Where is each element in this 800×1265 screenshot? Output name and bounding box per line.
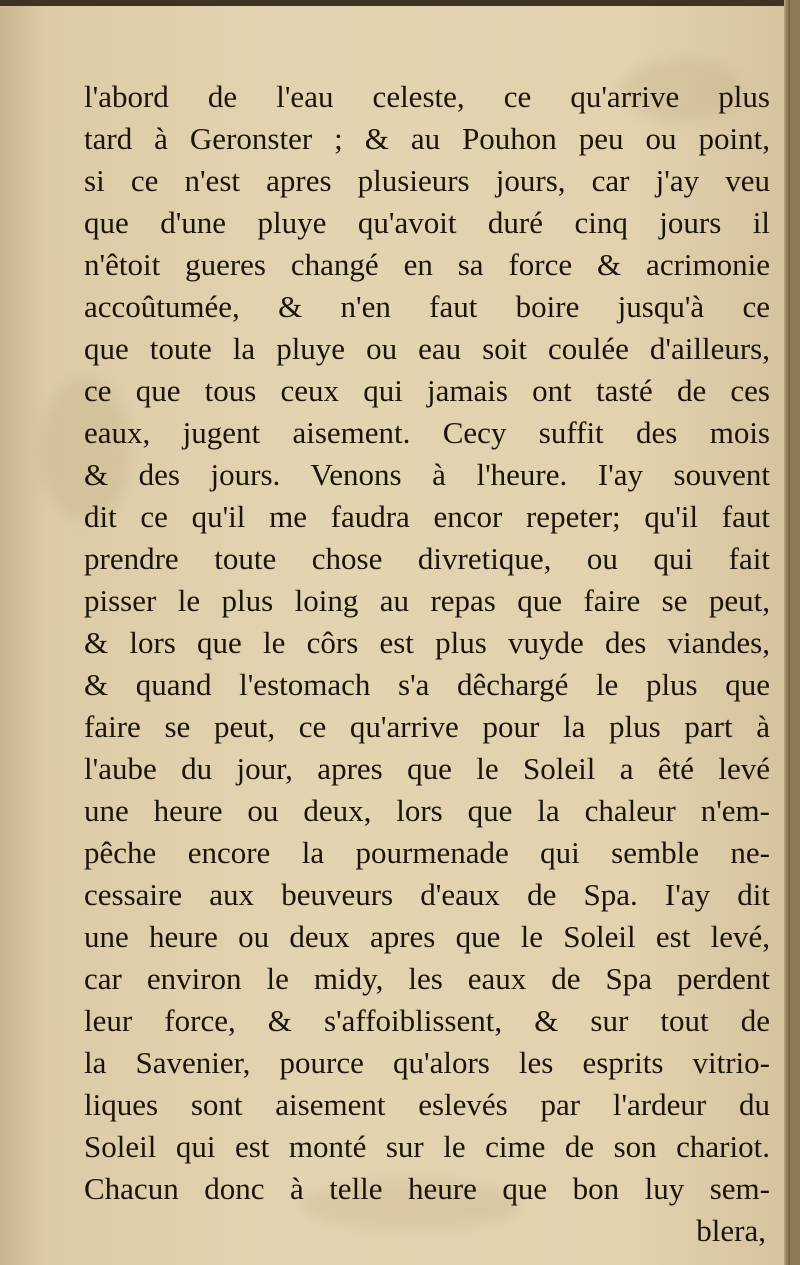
text-line: une heure ou deux, lors que la chaleur n'em-: [84, 793, 770, 828]
text-line: accoûtumée, & n'en faut boire jusqu'à ce: [84, 289, 770, 324]
text-line: une heure ou deux apres que le Soleil est levé,: [84, 919, 770, 954]
page-right-edge: [784, 0, 790, 1265]
text-line: liques sont aisement eslevés par l'ardeur du: [84, 1087, 770, 1122]
text-line: cessaire aux beuveurs d'eaux de Spa. I'ay dit: [84, 877, 770, 912]
text-line: Chacun donc à telle heure que bon luy sem-: [84, 1171, 770, 1206]
text-line: l'aube du jour, apres que le Soleil a êté levé: [84, 751, 770, 786]
text-line: Soleil qui est monté sur le cime de son chariot.: [84, 1129, 770, 1164]
page-top-edge: [0, 0, 790, 6]
text-line: car environ le midy, les eaux de Spa perdent: [84, 961, 770, 996]
text-line: prendre toute chose divretique, ou qui fait: [84, 541, 770, 576]
catchword: blera,: [696, 1213, 766, 1248]
text-line: leur force, & s'affoiblissent, & sur tout de: [84, 1003, 770, 1038]
text-line: ce que tous ceux qui jamais ont tasté de ces: [84, 373, 770, 408]
text-line: l'abord de l'eau celeste, ce qu'arrive plus: [84, 79, 770, 114]
text-line: que toute la pluye ou eau soit coulée d'ailleurs,: [84, 331, 770, 366]
text-line: faire se peut, ce qu'arrive pour la plus part à: [84, 709, 770, 744]
text-line: tard à Geronster ; & au Pouhon peu ou point,: [84, 121, 770, 156]
text-line: que d'une pluye qu'avoit duré cinq jours il: [84, 205, 770, 240]
text-line: & des jours. Venons à l'heure. I'ay souvent: [84, 457, 770, 492]
text-line: & lors que le côrs est plus vuyde des viandes,: [84, 625, 770, 660]
text-line: si ce n'est apres plusieurs jours, car j'ay veu: [84, 163, 770, 198]
page-text: [84, 76, 770, 1252]
text-line: pisser le plus loing au repas que faire se peut,: [84, 583, 770, 618]
text-line: eaux, jugent aisement. Cecy suffit des mois: [84, 415, 770, 450]
text-line: n'êtoit gueres changé en sa force & acrimonie: [84, 247, 770, 282]
text-line: dit ce qu'il me faudra encor repeter; qu'il faut: [84, 499, 770, 534]
text-line: & quand l'estomach s'a dêchargé le plus que: [84, 667, 770, 702]
text-line: la Savenier, pource qu'alors les esprits vitrio-: [84, 1045, 770, 1080]
text-line: pêche encore la pourmenade qui semble ne-: [84, 835, 770, 870]
